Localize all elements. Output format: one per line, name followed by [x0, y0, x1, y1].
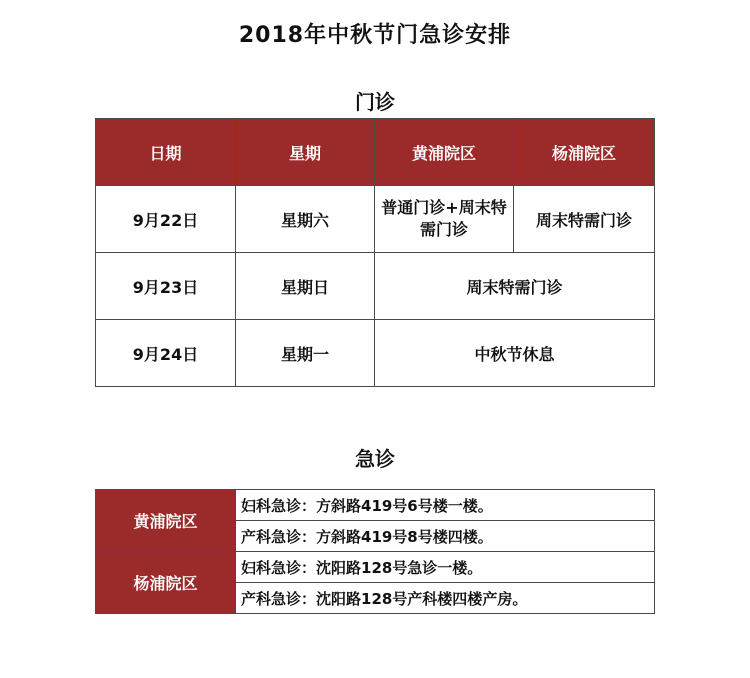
column-header-yangpu: 杨浦院区 — [514, 119, 655, 186]
combined-campus-cell: 周末特需门诊 — [375, 253, 655, 320]
emergency-detail: 产科急诊：方斜路419号8号楼四楼。 — [236, 521, 655, 552]
column-header-weekday: 星期 — [236, 119, 375, 186]
weekday-cell: 星期日 — [236, 253, 375, 320]
table-row — [96, 490, 655, 521]
column-header-huangpu: 黄浦院区 — [375, 119, 514, 186]
table-row — [96, 186, 655, 253]
outpatient-heading: 门诊 — [355, 90, 395, 114]
combined-campus-cell: 中秋节休息 — [375, 320, 655, 387]
outpatient-table — [95, 118, 655, 387]
date-cell: 9月23日 — [96, 253, 236, 320]
weekday-cell: 星期六 — [236, 186, 375, 253]
emergency-detail: 妇科急诊：沈阳路128号急诊一楼。 — [236, 552, 655, 583]
table-row — [96, 552, 655, 583]
date-cell: 9月24日 — [96, 320, 236, 387]
table-header-row — [96, 119, 655, 186]
table-row — [96, 320, 655, 387]
campus-cell-yangpu: 杨浦院区 — [96, 552, 236, 614]
emergency-table — [95, 489, 655, 614]
campus-cell-huangpu: 黄浦院区 — [96, 490, 236, 552]
page-title: 2018年中秋节门急诊安排 — [238, 23, 512, 48]
weekday-cell: 星期一 — [236, 320, 375, 387]
huangpu-cell: 普通门诊+周末特需门诊 — [375, 186, 514, 253]
date-cell: 9月22日 — [96, 186, 236, 253]
emergency-heading: 急诊 — [355, 447, 395, 471]
column-header-date: 日期 — [96, 119, 236, 186]
emergency-detail: 产科急诊：沈阳路128号产科楼四楼产房。 — [236, 583, 655, 614]
yangpu-cell: 周末特需门诊 — [514, 186, 655, 253]
table-row — [96, 253, 655, 320]
emergency-detail: 妇科急诊：方斜路419号6号楼一楼。 — [236, 490, 655, 521]
